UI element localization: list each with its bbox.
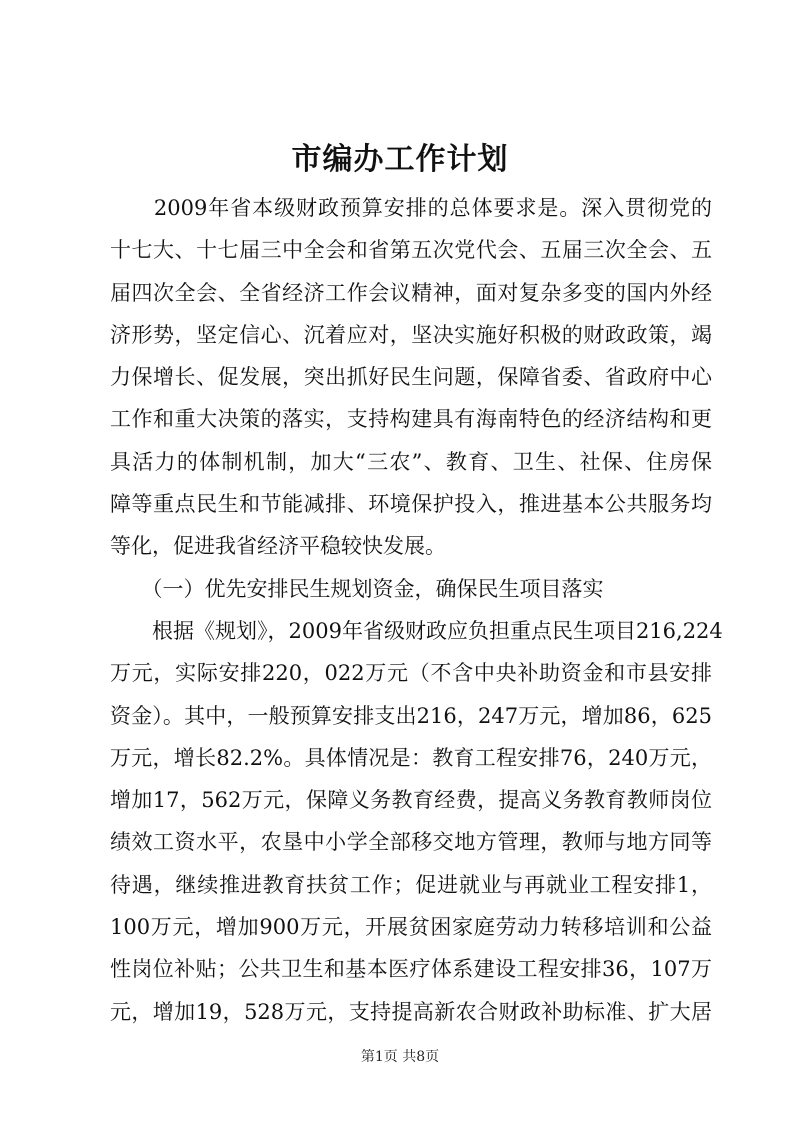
page-footer: 第1页 共8页: [360, 1049, 440, 1065]
body-line: 届四次全会、全省经济工作会议精神，面对复杂多变的国内外经: [110, 280, 712, 305]
body-line: 等化，促进我省经济平稳较快发展。: [110, 534, 446, 559]
body-line: 具活力的体制机制，加大“三农”、教育、卫生、社保、住房保: [110, 449, 712, 474]
body-line: 十七大、十七届三中全会和省第五次党代会、五届三次全会、五: [110, 238, 712, 263]
body-line: 2009年省本级财政预算安排的总体要求是。深入贯彻党的: [110, 196, 712, 220]
body-line: 工作和重大决策的落实，支持构建具有海南特色的经济结构和更: [110, 407, 712, 432]
body-line: 性岗位补贴；公共卫生和基本医疗体系建设工程安排36，107万: [110, 957, 712, 982]
body-line: 元，增加19，528万元，支持提高新农合财政补助标准、扩大居: [110, 999, 712, 1024]
section-heading: （一）优先安排民生规划资金，确保民生项目落实: [110, 576, 604, 601]
body-line: 资金）。其中，一般预算安排支出216，247万元，增加86，625: [110, 703, 712, 728]
body-line: 万元，实际安排220，022万元（不含中央补助资金和市县安排: [110, 661, 712, 686]
body-line: 障等重点民生和节能减排、环境保护投入，推进基本公共服务均: [110, 492, 712, 517]
body-line: 待遇，继续推进教育扶贫工作；促进就业与再就业工程安排1，: [110, 872, 712, 897]
document-body: [110, 187, 723, 1033]
body-line: 绩效工资水平，农垦中小学全部移交地方管理，教师与地方同等: [110, 830, 712, 855]
body-line: 力保增长、促发展，突出抓好民生问题，保障省委、省政府中心: [110, 365, 712, 390]
document-title: 市编办工作计划: [291, 142, 509, 177]
body-line: 万元，增长82.2%。具体情况是：教育工程安排76，240万元，: [110, 745, 712, 770]
body-line: 根据《规划》，2009年省级财政应负担重点民生项目216,224: [110, 618, 723, 643]
body-line: 增加17，562万元，保障义务教育经费，提高义务教育教师岗位: [110, 788, 712, 813]
body-line: 济形势，坚定信心、沉着应对，坚决实施好积极的财政政策，竭: [110, 322, 712, 347]
body-line: 100万元，增加900万元，开展贫困家庭劳动力转移培训和公益: [110, 915, 712, 940]
